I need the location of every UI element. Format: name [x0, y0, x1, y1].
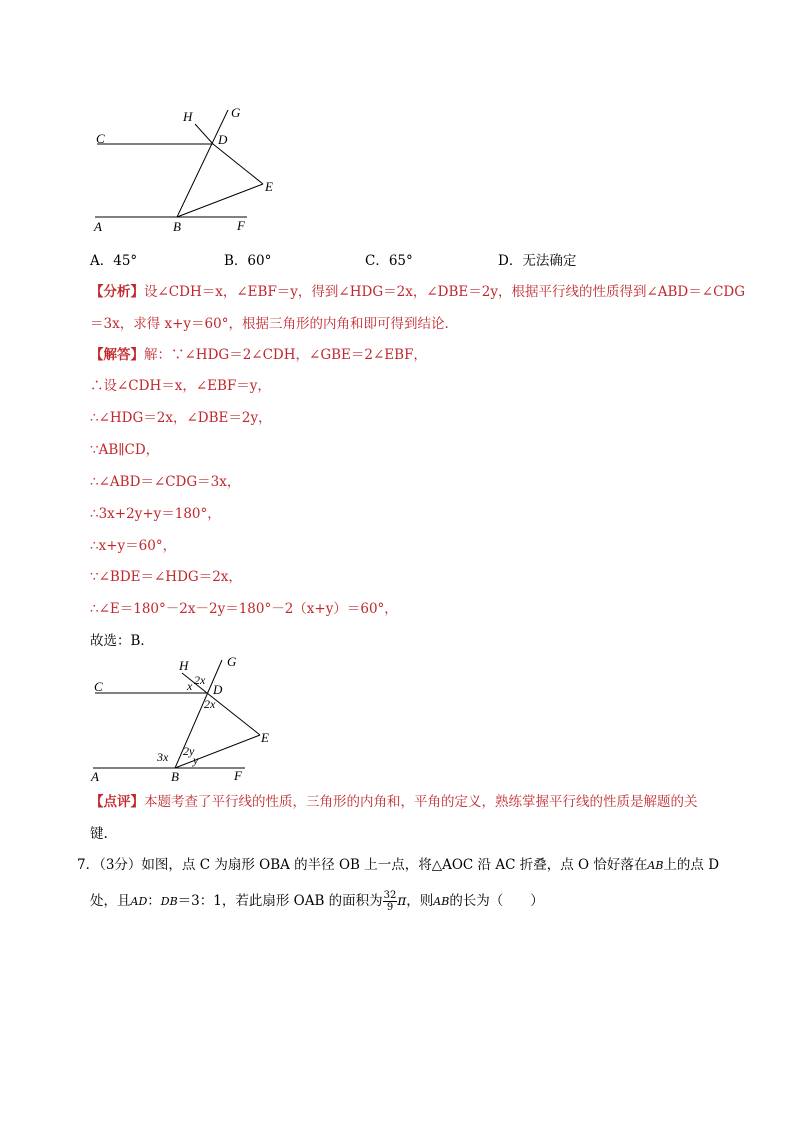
- line-bg: [177, 110, 228, 217]
- review-tag: 【点评】: [90, 794, 144, 810]
- label-f: F: [237, 218, 245, 233]
- figure-2: [85, 652, 295, 787]
- label-d: D: [213, 682, 223, 697]
- angle-label-dbe: 2y: [183, 744, 195, 758]
- fraction-32-9: $\frac{32}{9}$: [383, 890, 397, 913]
- solution-line-8: ∵∠BDE＝∠HDG＝2x，: [90, 569, 242, 585]
- arc-ad: AD: [130, 895, 148, 908]
- analysis-line-2: ＝3x，求得 x+y＝60°，根据三角形的内角和即可得到结论.: [90, 316, 449, 332]
- q7-line-1: 7．（3分）如图，点 C 为扇形 OBA 的半径 OB 上一点，将△AOC 沿 AC 折叠，点 O 恰好落在AB上的点 D: [77, 857, 720, 873]
- review-line-1: 【点评】本题考查了平行线的性质，三角形的内角和，平角的定义，熟练掌握平行线的性质是解题的关: [90, 794, 698, 810]
- angle-label-ebf: y: [193, 753, 199, 767]
- label-h: H: [183, 109, 193, 124]
- solution-line-3: ∴∠HDG＝2x，∠DBE＝2y，: [90, 410, 272, 426]
- arc-ab-2: AB: [433, 895, 450, 908]
- analysis-line-1: 【分析】设∠CDH＝x，∠EBF＝y，得到∠HDG＝2x，∠DBE＝2y，根据平行线的性质得到∠ABD＝∠CDG: [90, 284, 746, 300]
- label-g: G: [227, 654, 237, 669]
- solution-tag: 【解答】: [90, 347, 144, 363]
- choice-a: A．45°: [90, 253, 138, 269]
- solution-line-4: ∵AB∥CD，: [90, 442, 160, 458]
- arc-ab: AB: [647, 859, 664, 872]
- angle-label-hdg: 2x: [194, 673, 206, 687]
- label-c: C: [94, 679, 103, 694]
- label-a: A: [94, 219, 102, 234]
- review-line-2: 键.: [90, 826, 108, 842]
- choice-d: D．无法确定: [498, 253, 577, 269]
- line-de: [213, 144, 263, 184]
- choice-c: C．65°: [365, 253, 413, 269]
- figure-1: [85, 100, 295, 235]
- solution-line-5: ∴∠ABD＝∠CDG＝3x，: [90, 474, 241, 490]
- solution-line-9: ∴∠E＝180°－2x－2y＝180°－2（x+y）＝60°，: [90, 601, 398, 617]
- label-c: C: [96, 131, 105, 146]
- arc-db: DB: [160, 895, 178, 908]
- choice-b: B．60°: [224, 253, 272, 269]
- label-e: E: [265, 179, 273, 194]
- label-g: G: [231, 105, 241, 120]
- label-f: F: [234, 768, 242, 783]
- label-d: D: [218, 132, 228, 147]
- label-b: B: [173, 219, 181, 234]
- q7-line-2: 处，且AD：DB＝3：1，若此扇形 OAB 的面积为 $\frac{32}{9}$ π，则AB的长为（ ）: [90, 890, 544, 913]
- label-a: A: [91, 769, 99, 784]
- solution-answer: 故选：B．: [90, 633, 154, 649]
- label-e: E: [261, 730, 269, 745]
- angle-label-cdh: x: [187, 679, 193, 693]
- solution-line-2: ∴设∠CDH＝x，∠EBF＝y，: [90, 378, 271, 394]
- line-dh: [195, 124, 213, 144]
- angle-label-abd: 3x: [157, 750, 169, 764]
- analysis-tag: 【分析】: [90, 284, 144, 300]
- solution-line-7: ∴x+y＝60°，: [90, 538, 177, 554]
- label-h: H: [179, 658, 189, 673]
- angle-label-bde: 2x: [204, 697, 216, 711]
- label-b: B: [171, 769, 179, 784]
- solution-line-1: 【解答】解：∵∠HDG＝2∠CDH，∠GBE＝2∠EBF，: [90, 347, 427, 363]
- solution-line-6: ∴3x+2y+y＝180°，: [90, 506, 221, 522]
